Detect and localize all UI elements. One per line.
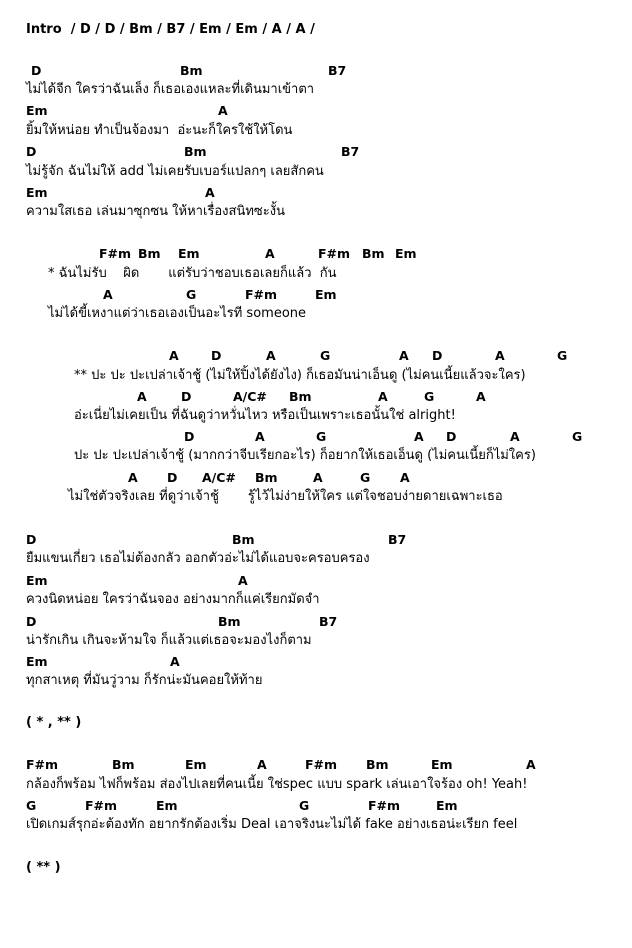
chord: G: [186, 287, 197, 302]
chord: F#m: [305, 757, 338, 772]
chord: G: [424, 389, 435, 404]
chord: D: [26, 144, 37, 159]
chord: D: [184, 429, 195, 444]
chord: F#m: [26, 757, 59, 772]
chord-line: [0, 468, 632, 487]
lyric-line: [0, 80, 632, 99]
chord: Em: [156, 798, 178, 813]
chord: D: [432, 348, 443, 363]
chord-line: [0, 61, 632, 80]
repeat-marker: ( * , ** ): [26, 715, 82, 730]
chord-line: [0, 244, 632, 263]
chord: G: [572, 429, 583, 444]
lyric-line: [0, 815, 632, 834]
chord: D: [167, 470, 178, 485]
chord: Em: [178, 246, 200, 261]
chord: B7: [341, 144, 360, 159]
repeat-marker: ( ** ): [26, 860, 61, 875]
lyric-line: [0, 162, 632, 181]
chord: G: [26, 798, 37, 813]
chord-line: [0, 183, 632, 202]
lyric: ปะ ปะ ปะเปล่าเจ้าชู้ (มากกว่าจีบเรียกอะไร) ก็อยากให้เธอเอ็นดู (ไม่คนเนี้ยก็ไม่ใคร): [74, 448, 536, 463]
lyric: ยิ้มให้หน่อย ทำเป็นจ้องมา อ่ะนะก็ใครใช้ให้โดน: [26, 123, 293, 138]
chord: A: [103, 287, 113, 302]
chord: Bm: [184, 144, 207, 159]
chord: D: [26, 532, 37, 547]
chord-line: [0, 142, 632, 161]
chord: Bm: [232, 532, 255, 547]
lyric-line: [0, 366, 632, 385]
chord-line: [0, 101, 632, 120]
chord: Bm: [362, 246, 385, 261]
lyric: ควงนิดหน่อย ใครว่าฉันจอง อย่างมากก็แค่เรียกมัดจำ: [26, 592, 320, 607]
lyric-line: [0, 487, 632, 506]
repeat-line: [0, 858, 632, 877]
chord: A: [476, 389, 486, 404]
chord-line: [0, 285, 632, 304]
lyric-line: [0, 406, 632, 425]
chord: F#m: [245, 287, 278, 302]
chord: Bm: [255, 470, 278, 485]
lyric: ความใสเธอ เล่นมาซุกซน ให้หาเรื่องสนิทซะงั้น: [26, 204, 285, 219]
chord: D: [211, 348, 222, 363]
lyric: เปิดเกมส์รุกอ่ะต้องทัก อยากรักต้องเริ่ม Deal เอาจริงนะไม่ได้ fake อย่างเธอน่ะเรียก feel: [26, 817, 518, 832]
chord: Bm: [138, 246, 161, 261]
chord: Em: [431, 757, 453, 772]
chord: G: [316, 429, 327, 444]
chord: A: [378, 389, 388, 404]
chord: Bm: [366, 757, 389, 772]
chord: F#m: [318, 246, 351, 261]
lyric-line: [0, 304, 632, 323]
chord: Em: [26, 654, 48, 669]
chord: Em: [26, 185, 48, 200]
chord-line: [0, 346, 632, 365]
lyric-line: [0, 202, 632, 221]
chord: Bm: [218, 614, 241, 629]
lyric: อ่ะเนี่ยไม่เคยเป็น ที่ฉันดูว่าหวั่นไหว หรือเป็นเพราะเธอนั้นใช่ alright!: [74, 408, 456, 423]
chord: Em: [436, 798, 458, 813]
chord: Em: [395, 246, 417, 261]
chord: A: [255, 429, 265, 444]
chord: A: [510, 429, 520, 444]
chord: D: [446, 429, 457, 444]
lyric: * ฉันไม่รับ ผิด แต่รับว่าชอบเธอเลยก็แล้ว กัน: [48, 266, 337, 281]
chord: A: [526, 757, 536, 772]
chord-line: [0, 612, 632, 631]
lyric-line: [0, 549, 632, 568]
chord: B7: [388, 532, 407, 547]
lyric-line: [0, 590, 632, 609]
lyric: น่ารักเกิน เกินจะห้ามใจ ก็แล้วแต่เธอจะมองไงก็ตาม: [26, 633, 312, 648]
chord: D: [31, 63, 42, 78]
chord: A: [400, 470, 410, 485]
chord-line: [0, 652, 632, 671]
chord: G: [320, 348, 331, 363]
lyric: ยืมแขนเกี่ยว เธอไม่ต้องกลัว ออกตัวอ่ะไม่ได้แอบจะครอบครอง: [26, 551, 370, 566]
chord: G: [360, 470, 371, 485]
chord: A/C#: [202, 470, 236, 485]
chord: Bm: [180, 63, 203, 78]
intro-line: [0, 20, 632, 39]
lyric: ** ปะ ปะ ปะเปล่าเจ้าชู้ (ไม่ให้ปิ้งได้ยังไง) ก็เธอมันน่าเอ็นดู (ไม่คนเนี้ยแล้วจะใคร): [74, 368, 526, 383]
chord: Bm: [112, 757, 135, 772]
chord: Em: [26, 573, 48, 588]
lyric: กล้องก็พร้อม ไฟก็พร้อม ส่องไปเลยที่คนเนี้ย ใช่spec แบบ spark เล่นเอาใจร้อง oh! Yeah!: [26, 777, 528, 792]
lyric: ไม่ได้จีก ใครว่าฉันเล็ง ก็เธอเองแหละที่เดินมาเข้าตา: [26, 82, 315, 97]
repeat-line: [0, 713, 632, 732]
intro-chords: Intro / D / D / Bm / B7 / Em / Em / A / A /: [26, 22, 315, 37]
chord: A: [205, 185, 215, 200]
chord: A: [399, 348, 409, 363]
lyric-line: [0, 671, 632, 690]
chord: A: [257, 757, 267, 772]
lyric: ไม่ใช่ตัวจริงเลย ที่ดูว่าเจ้าชู้ รู้ไว้ไม่ง่ายให้ใคร แต่ใจชอบง่ายดายเฉพาะเธอ: [68, 489, 503, 504]
chord: A/C#: [233, 389, 267, 404]
chord: Em: [315, 287, 337, 302]
chord-line: [0, 796, 632, 815]
lyric: ไม่ได้ขี้เหงาแต่ว่าเธอเองเป็นอะไรที someone: [48, 306, 307, 321]
chord: G: [557, 348, 568, 363]
lyric: ไม่รู้จัก ฉันไม่ให้ add ไม่เคยรับเบอร์แปลกๆ เลยสักคน: [26, 164, 324, 179]
lyric: ทุกสาเหตุ ที่มันวู่วาม ก็รักน่ะมันคอยให้ท้าย: [26, 673, 263, 688]
chord: A: [313, 470, 323, 485]
chord-line: [0, 387, 632, 406]
chord: B7: [319, 614, 338, 629]
lyric-line: [0, 631, 632, 650]
lyric-line: [0, 446, 632, 465]
chord-line: [0, 755, 632, 774]
chord: A: [265, 246, 275, 261]
lyric-line: [0, 121, 632, 140]
chord: Em: [185, 757, 207, 772]
chord: A: [170, 654, 180, 669]
chord: Em: [26, 103, 48, 118]
chord: Bm: [289, 389, 312, 404]
chord: F#m: [368, 798, 401, 813]
chord-line: [0, 427, 632, 446]
chord: A: [128, 470, 138, 485]
lyric-line: [0, 775, 632, 794]
chord: A: [218, 103, 228, 118]
chord: A: [414, 429, 424, 444]
chord: A: [495, 348, 505, 363]
chord: B7: [328, 63, 347, 78]
chord: A: [266, 348, 276, 363]
chord-line: [0, 571, 632, 590]
chord: A: [238, 573, 248, 588]
chord: F#m: [85, 798, 118, 813]
chord-line: [0, 530, 632, 549]
chord: D: [181, 389, 192, 404]
chord: A: [137, 389, 147, 404]
chord: A: [169, 348, 179, 363]
chord: G: [299, 798, 310, 813]
lyric-line: [0, 264, 632, 283]
chord: D: [26, 614, 37, 629]
chord: F#m: [99, 246, 132, 261]
